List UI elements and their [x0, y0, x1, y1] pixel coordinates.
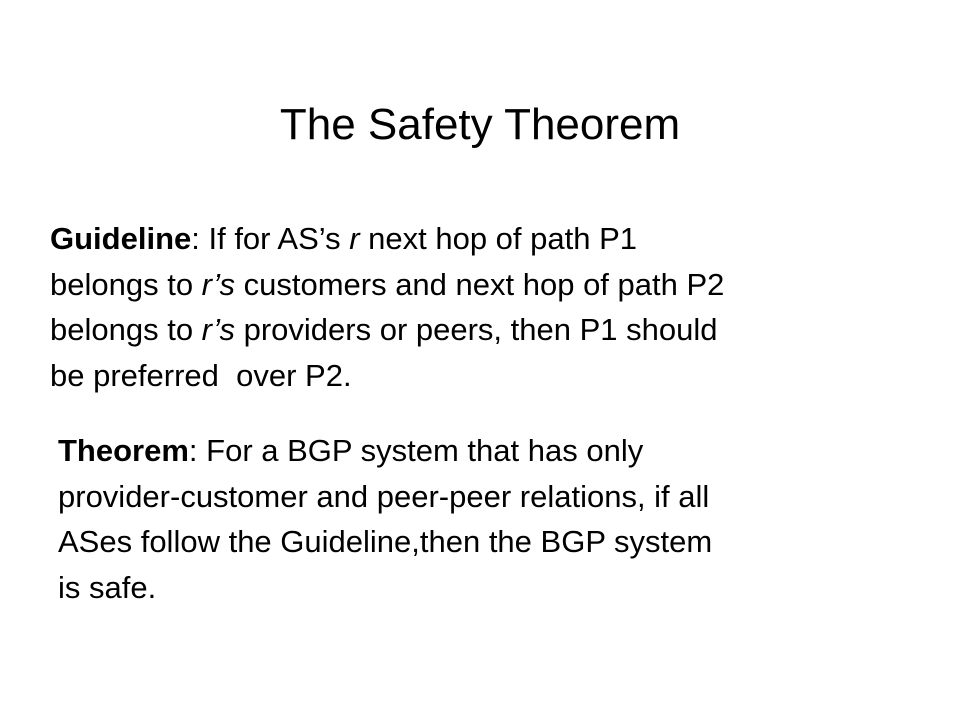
guideline-line-2: [50, 262, 724, 308]
guideline-line-4: [50, 353, 724, 399]
text-run: next hop of path P1: [359, 221, 638, 256]
theorem-line-4: is safe.: [58, 569, 157, 605]
italic-run: r’s: [201, 266, 235, 302]
italic-run: r: [349, 221, 360, 256]
slide-title: The Safety Theorem: [279, 100, 681, 149]
text-run: : If for AS’s: [191, 221, 350, 256]
text-run: customers and next hop of path P2: [234, 266, 725, 302]
text-run: belongs to: [50, 312, 202, 347]
theorem-paragraph: [58, 428, 712, 610]
theorem-line-3: ASes follow the Guideline,then the BGP system: [58, 524, 713, 559]
text-run: : For a BGP system that has only: [188, 433, 644, 468]
theorem-line-1: [58, 428, 712, 474]
italic-run: r’s: [201, 312, 235, 347]
text-run: be preferred over P2.: [50, 357, 352, 393]
theorem-term: Theorem: [58, 433, 189, 468]
text-run: providers or peers, then P1 should: [234, 312, 718, 347]
guideline-term: Guideline: [50, 221, 192, 256]
text-run: belongs to: [50, 266, 202, 302]
guideline-paragraph: [50, 216, 724, 398]
theorem-line-2: provider-customer and peer-peer relations, if all: [58, 478, 710, 514]
guideline-line-3: [50, 307, 724, 353]
guideline-line-1: [50, 216, 724, 262]
